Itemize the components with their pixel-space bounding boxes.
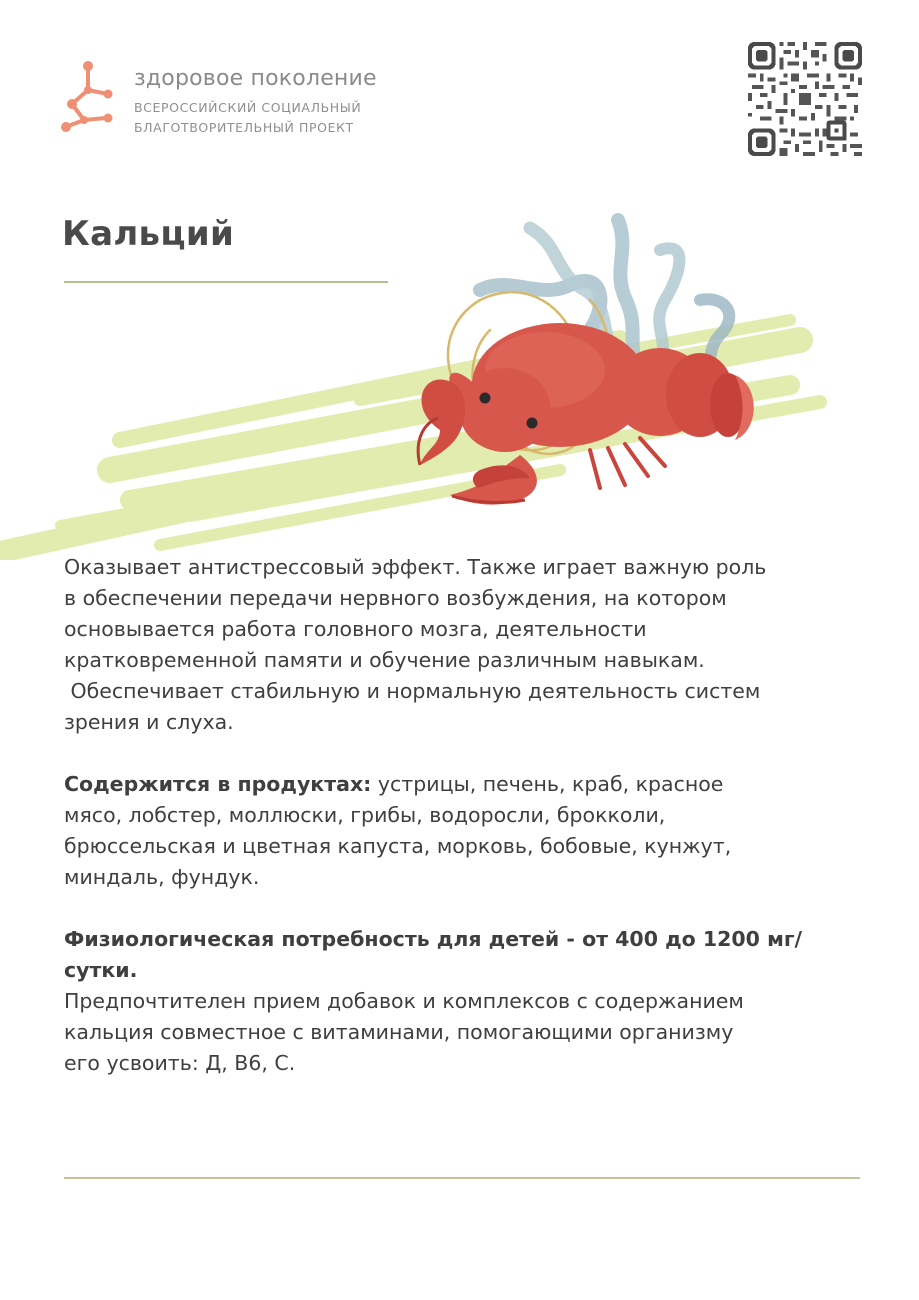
requirement-line: кальция совместное с витаминами, помогающими организму bbox=[64, 1020, 734, 1044]
logo-title: здоровое поколение bbox=[134, 66, 377, 91]
description-line: Оказывает антистрессовый эффект. Также играет важную роль bbox=[64, 555, 767, 579]
products-paragraph bbox=[64, 769, 864, 893]
logo-subtitle-line1: ВСЕРОССИЙСКИЙ СОЦИАЛЬНЫЙ bbox=[134, 100, 362, 115]
molecule-icon bbox=[58, 58, 118, 134]
logo-subtitle-line2: БЛАГОТВОРИТЕЛЬНЫЙ ПРОЕКТ bbox=[134, 120, 354, 135]
description-line: зрения и слуха. bbox=[64, 710, 234, 734]
paragraph-spacer bbox=[64, 893, 864, 924]
products-line: брюссельская и цветная капуста, морковь, бобовые, кунжут, bbox=[64, 834, 732, 858]
description-line: в обеспечении передачи нервного возбуждения, на котором bbox=[64, 586, 727, 610]
requirement-heading-line: Физиологическая потребность для детей - от 400 до 1200 мг/ bbox=[64, 927, 803, 951]
paragraph-spacer bbox=[64, 738, 864, 769]
products-line: мясо, лобстер, моллюски, грибы, водоросли, брокколи, bbox=[64, 803, 666, 827]
content-body bbox=[64, 552, 864, 1079]
page-title: Кальций bbox=[62, 214, 235, 254]
crayfish-illustration bbox=[0, 200, 919, 560]
description-paragraph bbox=[64, 552, 864, 738]
products-first-line-rest: устрицы, печень, краб, красное bbox=[371, 772, 724, 796]
requirement-line: его усвоить: Д, В6, С. bbox=[64, 1051, 296, 1075]
description-line: Обеспечивает стабильную и нормальную деятельность систем bbox=[64, 679, 761, 703]
description-line: кратковременной памяти и обучение различным навыкам. bbox=[64, 648, 705, 672]
requirement-paragraph bbox=[64, 924, 864, 1079]
products-first-line bbox=[64, 769, 864, 800]
qr-code-icon[interactable] bbox=[748, 42, 862, 156]
products-line: миндаль, фундук. bbox=[64, 865, 260, 889]
description-line: основывается работа головного мозга, деятельности bbox=[64, 617, 647, 641]
requirement-line: Предпочтителен прием добавок и комплексов с содержанием bbox=[64, 989, 744, 1013]
products-label: Содержится в продуктах: bbox=[64, 772, 372, 796]
project-logo bbox=[58, 58, 388, 138]
requirement-heading-line: сутки. bbox=[64, 958, 138, 982]
footer-divider bbox=[64, 1177, 860, 1179]
